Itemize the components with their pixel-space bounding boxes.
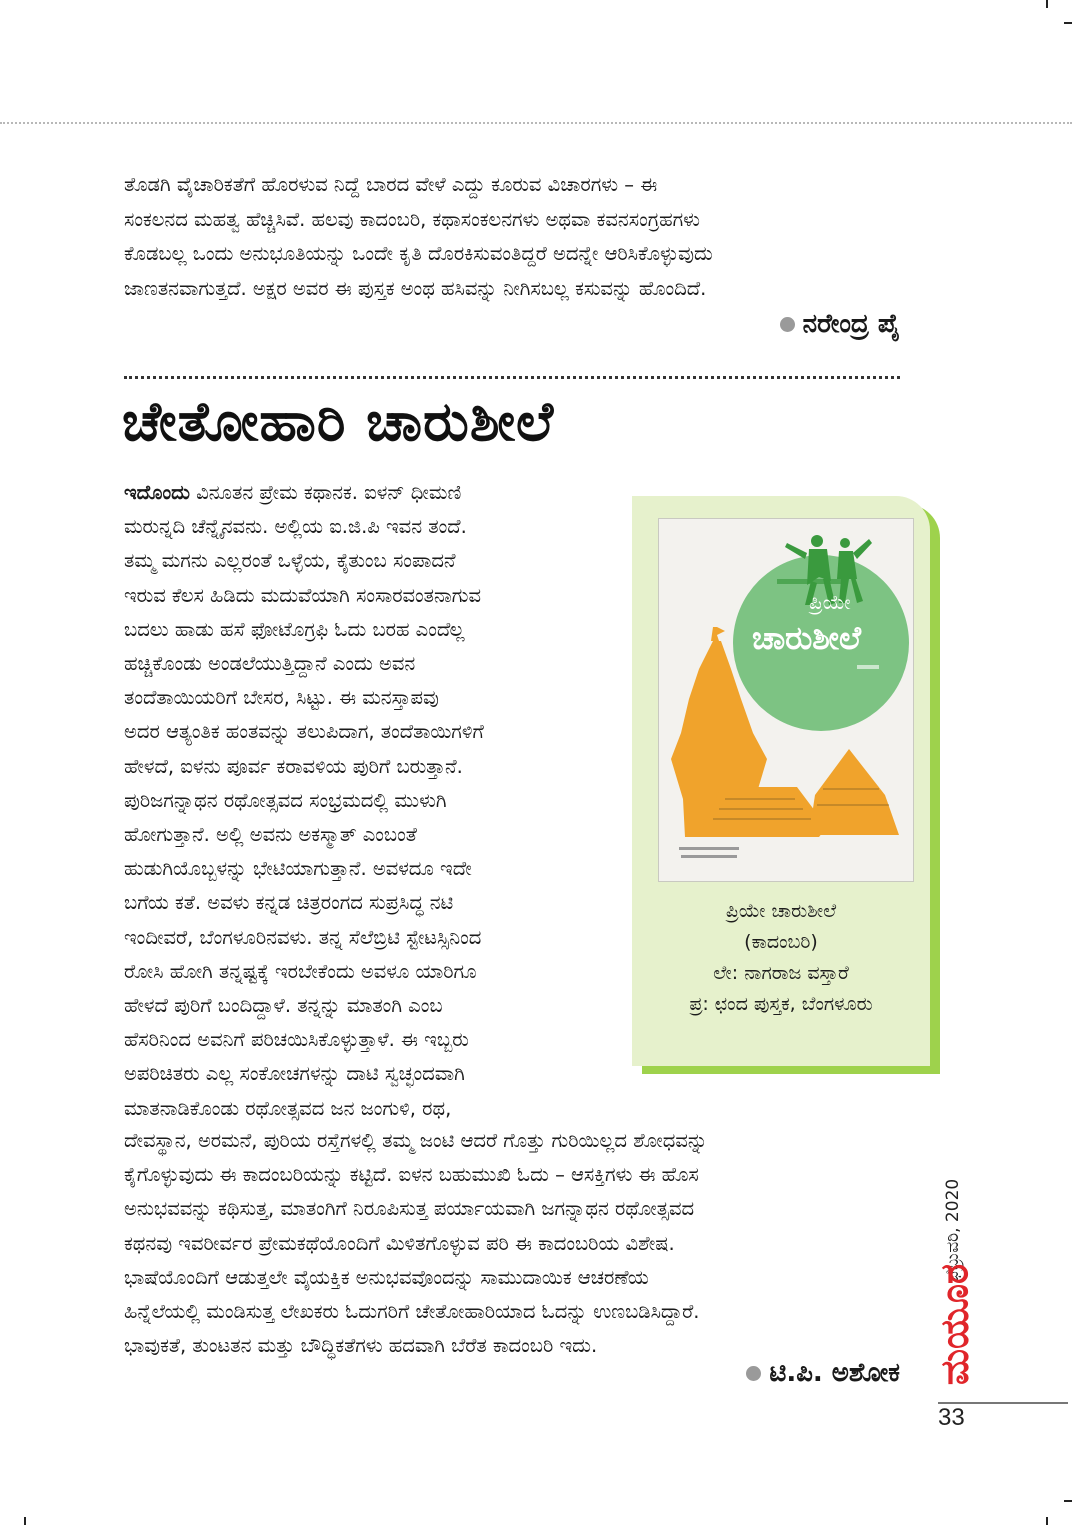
text-line: ಬಗೆಯ ಕತೆ. ಅವಳು ಕನ್ನಡ ಚಿತ್ರರಂಗದ ಸುಪ್ರಸಿದ್ಧ ನಟಿ bbox=[124, 891, 454, 915]
text-line: ಸಂಕಲನದ ಮಹತ್ವ ಹೆಚ್ಚಿಸಿವೆ. ಹಲವು ಕಾದಂಬರಿ, ಕಥಾಸಂಕಲನಗಳು ಅಥವಾ ಕವನಸಂಗ್ರಹಗಳು bbox=[124, 207, 700, 231]
text-line: ಅನುಭವವನ್ನು ಕಥಿಸುತ್ತ, ಮಾತಂಗಿಗೆ ನಿರೂಪಿಸುತ್ತ ಪರ್ಯಾಯವಾಗಿ ಜಗನ್ನಾಥನ ರಥೋತ್ಸವದ bbox=[124, 1197, 695, 1221]
previous-article-text bbox=[124, 168, 900, 306]
text-line: ಕೊಡಬಲ್ಲ ಒಂದು ಅನುಭೂತಿಯನ್ನು ಒಂದೇ ಕೃತಿ ದೊರಕಿಸುವಂತಿದ್ದರೆ ಅದನ್ನೇ ಆರಿಸಿಕೊಳ್ಳುವುದು bbox=[124, 242, 713, 265]
text-span: ವಿನೂತನ ಪ್ರೇಮ ಕಥಾನಕ. ಐಳನ್ ಧೀಮಣಿ bbox=[196, 481, 462, 504]
page-number: 33 bbox=[938, 1404, 965, 1431]
text-line: ಅದರ ಆತ್ಯಂತಿಕ ಹಂತವನ್ನು ತಲುಪಿದಾಗ, ತಂದೆತಾಯಿಗಳಿಗೆ bbox=[124, 720, 484, 744]
crop-mark bbox=[1064, 1500, 1072, 1502]
author-name: ಟಿ.ಪಿ. ಅಶೋಕ bbox=[769, 1358, 900, 1388]
crop-mark bbox=[1064, 22, 1072, 24]
text-line: ಬದಲು ಹಾಡು ಹಸೆ ಫೋಟೊಗ್ರಫಿ ಓದು ಬರಹ ಎಂದೆಲ್ಲ bbox=[124, 617, 465, 641]
text-line: ಇಂದೀವರೆ, ಬೆಂಗಳೂರಿನವಳು. ತನ್ನ ಸೆಲೆಬ್ರಿಟಿ ಸ್ಟೇಟಸ್ಸಿನಿಂದ bbox=[124, 925, 482, 949]
author-name: ನರೇಂದ್ರ ಪೈ bbox=[802, 309, 900, 339]
cover-pre-title: ಪ್ರಿಯೇ bbox=[809, 590, 851, 614]
article-body-full bbox=[124, 1124, 900, 1363]
text-line: ಕಥನವು ಇವರೀರ್ವರ ಪ್ರೇಮಕಥೆಯೊಂದಿಗೆ ಮಿಳಿತಗೊಳ್ಳುವ ಪರಿ ಈ ಕಾದಂಬರಿಯ ವಿಶೇಷ. bbox=[124, 1231, 675, 1255]
text-line: ಇರುವ ಕೆಲಸ ಹಿಡಿದು ಮದುವೆಯಾಗಿ ಸಂಸಾರವಂತನಾಗುವ bbox=[124, 583, 482, 607]
text-line bbox=[124, 476, 618, 510]
crop-mark bbox=[24, 1517, 26, 1525]
lead-word: ಇದೊಂದು bbox=[124, 481, 190, 504]
book-cover-image bbox=[658, 518, 914, 882]
magazine-logo: ಮಯೂರ bbox=[932, 1263, 977, 1386]
text-line: ಅಪರಿಚಿತರು ಎಲ್ಲ ಸಂಕೋಚಗಳನ್ನು ದಾಟಿ ಸ್ವಚ್ಛಂದವಾಗಿ bbox=[124, 1062, 465, 1086]
text-line: ಹೇಳದೆ, ಐಳನು ಪೂರ್ವ ಕರಾವಳಿಯ ಪುರಿಗೆ ಬರುತ್ತಾನೆ. bbox=[124, 754, 463, 778]
text-line: ಹಿನ್ನೆಲೆಯಲ್ಲಿ ಮಂಡಿಸುತ್ತ ಲೇಖಕರು ಓದುಗರಿಗೆ ಚೇತೋಹಾರಿಯಾದ ಓದನ್ನು ಉಣಬಡಿಸಿದ್ದಾರೆ. bbox=[124, 1300, 700, 1324]
text-line: ಹುಡುಗಿಯೊಬ್ಬಳನ್ನು ಭೇಟಿಯಾಗುತ್ತಾನೆ. ಅವಳದೂ ಇದೇ bbox=[124, 857, 472, 881]
book-publisher: ಪ್ರ: ಛಂದ ಪುಸ್ತಕ, ಬೆಂಗಳೂರು bbox=[689, 993, 873, 1015]
text-line: ಹೇಳದೆ ಪುರಿಗೆ ಬಂದಿದ್ದಾಳೆ. ತನ್ನನ್ನು ಮಾತಂಗಿ ಎಂಬ bbox=[124, 994, 443, 1018]
top-dotted-rule bbox=[0, 122, 1072, 124]
text-line: ರೋಸಿ ಹೋಗಿ ತನ್ನಷ್ಟಕ್ಕೆ ಇರಬೇಕೆಂದು ಅವಳೂ ಯಾರಿಗೂ bbox=[124, 959, 477, 983]
text-line: ಪುರಿಜಗನ್ನಾಥನ ರಥೋತ್ಸವದ ಸಂಭ್ರಮದಲ್ಲಿ ಮುಳುಗಿ bbox=[124, 788, 447, 812]
text-line: ಕೈಗೊಳ್ಳುವುದು ಈ ಕಾದಂಬರಿಯನ್ನು ಕಟ್ಟಿದೆ. ಐಳನ ಬಹುಮುಖಿ ಓದು – ಆಸಕ್ತಿಗಳು ಈ ಹೊಸ bbox=[124, 1163, 699, 1187]
article-body-column bbox=[124, 476, 618, 1126]
previous-article-author bbox=[780, 309, 900, 340]
crop-mark bbox=[1046, 0, 1048, 8]
text-line: ಮರುನ್ನದಿ ಚೆನ್ನೈನವನು. ಅಲ್ಲಿಯ ಐ.ಜಿ.ಪಿ ಇವನ ತಂದೆ. bbox=[124, 515, 467, 539]
book-author: ಲೇ: ನಾಗರಾಜ ವಸ್ತಾರೆ bbox=[713, 962, 849, 984]
book-genre: (ಕಾದಂಬರಿ) bbox=[744, 931, 818, 953]
text-line: ಹೋಗುತ್ತಾನೆ. ಅಲ್ಲಿ ಅವನು ಅಕಸ್ಮಾತ್ ಎಂಬಂತೆ bbox=[124, 823, 417, 847]
bullet-dot-icon bbox=[780, 317, 795, 332]
book-title: ಪ್ರಿಯೇ ಚಾರುಶೀಲೆ bbox=[725, 900, 837, 922]
text-line: ತೊಡಗಿ ವೈಚಾರಿಕತೆಗೆ ಹೊರಳುವ ನಿದ್ದೆ ಬಾರದ ವೇಳೆ ಎದ್ದು ಕೂರುವ ವಿಚಾರಗಳು – ಈ bbox=[124, 173, 658, 196]
section-divider bbox=[124, 376, 900, 379]
page-sidebar bbox=[932, 1092, 977, 1386]
article-author bbox=[746, 1358, 900, 1389]
cover-title: ಚಾರುಶೀಲೆ bbox=[752, 619, 862, 657]
book-cover-illustration bbox=[659, 519, 913, 881]
text-line: ತಂದೆತಾಯಿಯರಿಗೆ ಬೇಸರ, ಸಿಟ್ಟು. ಈ ಮನಸ್ತಾಪವು bbox=[124, 686, 439, 710]
text-line: ದೇವಸ್ಥಾನ, ಅರಮನೆ, ಪುರಿಯ ರಸ್ತೆಗಳಲ್ಲಿ ತಮ್ಮ ಜಂಟಿ ಆದರೆ ಗೊತ್ತು ಗುರಿಯಿಲ್ಲದ ಶೋಧವನ್ನು bbox=[124, 1129, 708, 1152]
crop-mark bbox=[1046, 1517, 1048, 1525]
issue-date: ಫೆಬ್ರುವರಿ, 2020 bbox=[943, 1178, 963, 1282]
text-line: ಹೆಸರಿನಿಂದ ಅವನಿಗೆ ಪರಿಚಯಿಸಿಕೊಳ್ಳುತ್ತಾಳೆ. ಈ ಇಬ್ಬರು bbox=[124, 1028, 469, 1052]
text-line: ಹಚ್ಚಿಕೊಂಡು ಅಂಡಲೆಯುತ್ತಿದ್ದಾನೆ ಎಂದು ಅವನ bbox=[124, 652, 416, 676]
bullet-dot-icon bbox=[746, 1366, 761, 1381]
text-line: ತಮ್ಮ ಮಗನು ಎಲ್ಲರಂತೆ ಒಳ್ಳೆಯ, ಕೈತುಂಬ ಸಂಪಾದನೆ bbox=[124, 549, 456, 573]
article-title: ಚೇತೋಹಾರಿ ಚಾರುಶೀಲೆ bbox=[122, 390, 555, 453]
book-caption bbox=[632, 896, 930, 1020]
text-line: ಮಾತನಾಡಿಕೊಂಡು ರಥೋತ್ಸವದ ಜನ ಜಂಗುಳಿ, ರಥ, bbox=[124, 1096, 452, 1120]
text-line: ಭಾವುಕತೆ, ತುಂಟತನ ಮತ್ತು ಬೌದ್ಧಿಕತೆಗಳು ಹದವಾಗಿ ಬೆರೆತ ಕಾದಂಬರಿ ಇದು. bbox=[124, 1334, 598, 1358]
text-line: ಭಾಷೆಯೊಂದಿಗೆ ಆಡುತ್ತಲೇ ವೈಯಕ್ತಿಕ ಅನುಭವವೊಂದನ್ನು ಸಾಮುದಾಯಿಕ ಆಚರಣೆಯ bbox=[124, 1265, 649, 1289]
text-line: ಜಾಣತನವಾಗುತ್ತದೆ. ಅಕ್ಷರ ಅವರ ಈ ಪುಸ್ತಕ ಅಂಥ ಹಸಿವನ್ನು ನೀಗಿಸಬಲ್ಲ ಕಸುವನ್ನು ಹೊಂದಿದೆ. bbox=[124, 276, 707, 300]
